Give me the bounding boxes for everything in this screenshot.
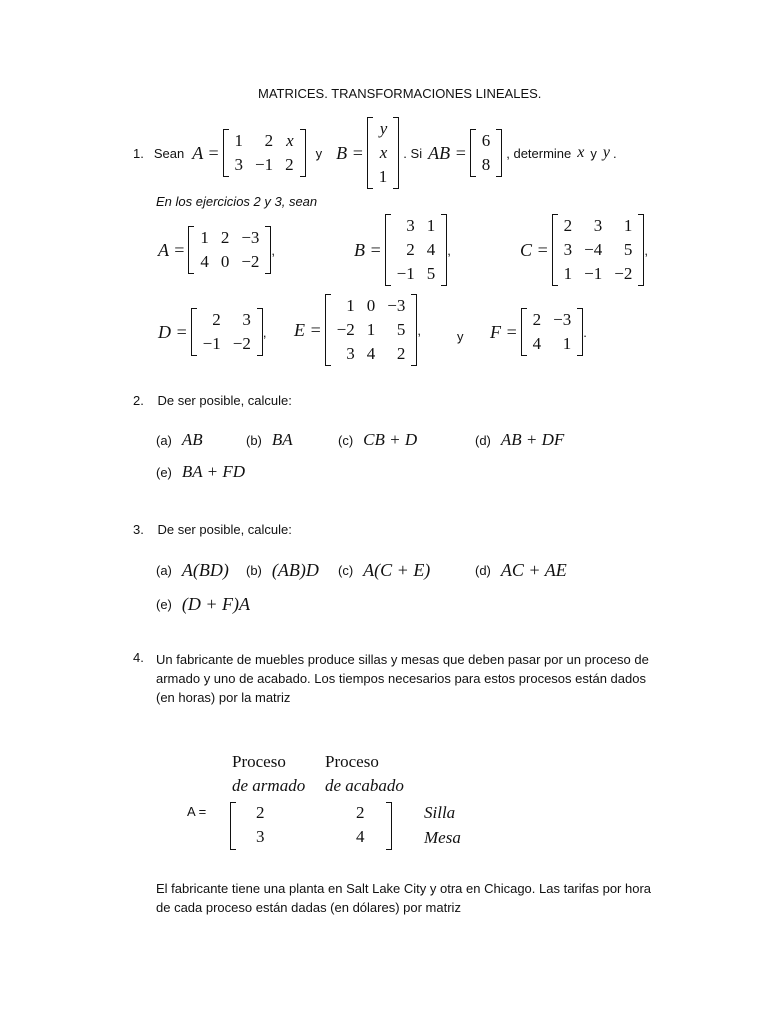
matrix-cell: 2 <box>396 344 406 363</box>
matrix-row <box>476 129 497 153</box>
item-label: (a) <box>156 432 172 448</box>
matrix-cell: −2 <box>241 252 260 271</box>
intro-text: En los ejercicios 2 y 3, sean <box>156 194 318 209</box>
column-header-line: de armado <box>232 776 306 795</box>
bracket-right <box>496 129 502 177</box>
matrix-row <box>197 308 257 332</box>
matrix-cell: 4 <box>426 240 436 259</box>
matrix-row <box>194 250 265 274</box>
matrix-row <box>229 129 300 153</box>
matrix-cell: −2 <box>614 264 633 283</box>
var-x: x <box>577 144 585 161</box>
column-header-line: Proceso <box>325 752 379 771</box>
label-y-conj: y <box>457 329 464 344</box>
matrix-b <box>385 214 448 286</box>
label-y: y <box>590 145 597 161</box>
matrix-name: B = <box>354 239 382 260</box>
matrix-group-a <box>158 226 275 274</box>
label-determine: , determine <box>506 145 572 161</box>
matrix-body <box>476 129 497 177</box>
problem-3-item-e <box>156 594 250 615</box>
matrix-row <box>331 294 412 318</box>
matrix-a-p1 <box>223 129 306 177</box>
matrix-cell: −3 <box>241 228 260 247</box>
matrix-cell: 2 <box>532 310 542 329</box>
matrix-row <box>194 226 265 250</box>
matrix-row <box>197 332 257 356</box>
item-expr: (AB)D <box>271 560 319 580</box>
problem-2-item-c <box>338 430 417 450</box>
matrix-cell: 1 <box>200 228 209 247</box>
bracket-right <box>386 802 392 850</box>
item-label: (b) <box>246 563 262 578</box>
label-sean: Sean <box>153 145 185 161</box>
item-label: (d) <box>475 563 491 578</box>
matrix-body <box>331 294 412 366</box>
matrix-cell: 1 <box>366 320 376 339</box>
matrix-d <box>191 308 263 356</box>
matrix-cell: −1 <box>584 264 603 283</box>
item-label: (d) <box>475 432 491 448</box>
matrix-b-p1 <box>367 117 400 189</box>
problem-2-item-d <box>475 430 564 450</box>
item-expr: BA + FD <box>181 462 245 481</box>
matrix-cell: 2 <box>563 216 573 235</box>
matrix-group-e <box>294 294 421 366</box>
matrix-cell: 3 <box>256 827 265 846</box>
problem-3-item-a <box>156 560 229 581</box>
item-expr: A(BD) <box>181 560 229 580</box>
matrix-body <box>558 214 639 286</box>
matrix-group-f <box>490 308 587 356</box>
bracket-right <box>300 129 306 177</box>
production-matrix <box>230 802 392 848</box>
problem-3-item-c <box>338 560 430 581</box>
matrix-cell: 1 <box>426 216 436 235</box>
matrix-name: A = <box>158 239 186 260</box>
matrix-cell: 4 <box>200 252 209 271</box>
matrix-row <box>527 332 578 356</box>
matrix-cell: 5 <box>426 264 436 283</box>
matrix-c <box>552 214 645 286</box>
matrix-label: A = <box>187 804 207 819</box>
matrix-cell: −3 <box>553 310 572 329</box>
matrix-row <box>331 318 412 342</box>
matrix-cell: 3 <box>234 155 244 174</box>
matrix-cell: 1 <box>563 264 573 283</box>
matrix-body <box>527 308 578 356</box>
matrix-a <box>188 226 271 274</box>
column-header-line: de acabado <box>325 776 404 795</box>
matrix-cell: 6 <box>481 131 491 150</box>
matrix-name: F = <box>490 321 518 342</box>
problem-number: 4. <box>133 650 144 665</box>
matrix-cell: 0 <box>220 252 230 271</box>
matrix-cell: 5 <box>623 240 633 259</box>
matrix-row <box>391 238 442 262</box>
item-expr: AB + DF <box>500 430 565 449</box>
matrix-row <box>391 214 442 238</box>
matrix-cell: x <box>286 131 294 150</box>
matrix-ab-p1 <box>470 129 503 177</box>
matrix-row <box>527 308 578 332</box>
matrix-cell: 1 <box>623 216 633 235</box>
bracket-right <box>393 117 399 189</box>
matrix-group-c <box>520 214 648 286</box>
matrix-name: AB = <box>428 142 467 163</box>
matrix-group-b <box>354 214 451 286</box>
matrix-cell: 2 <box>406 240 415 259</box>
problem-1 <box>133 118 617 188</box>
matrix-name: B = <box>336 142 364 163</box>
matrix-row <box>373 165 394 189</box>
matrix-separator: . <box>583 324 587 340</box>
matrix-body <box>229 129 300 177</box>
matrix-cell: −1 <box>396 264 415 283</box>
column-header-2 <box>325 752 404 796</box>
problem-3-heading <box>133 522 292 537</box>
matrix-row <box>373 141 394 165</box>
page-title: MATRICES. TRANSFORMACIONES LINEALES. <box>258 86 542 101</box>
item-label: (e) <box>156 464 172 480</box>
matrix-cell: 3 <box>242 310 251 329</box>
matrix-cell: 2 <box>220 228 230 247</box>
problem-2-item-e <box>156 462 245 482</box>
matrix-cell: −1 <box>255 155 274 174</box>
matrix-name: D = <box>158 321 188 342</box>
item-expr: BA <box>271 430 293 449</box>
item-expr: AC + AE <box>500 560 567 580</box>
problem-4-text: Un fabricante de muebles produce sillas y mesas que deben pasar por un proceso de armado y uno de acabado. Los tiempos necesarios para estos procesos están dados (en horas) por la matriz <box>156 652 649 705</box>
matrix-cell: 3 <box>563 240 573 259</box>
matrix-row <box>558 238 639 262</box>
matrix-cell: −2 <box>336 320 355 339</box>
bracket-left <box>230 802 236 850</box>
matrix-row <box>331 342 412 366</box>
problem-2-heading <box>133 393 292 408</box>
matrix-cell: −1 <box>202 334 221 353</box>
matrix-cell: 3 <box>593 216 603 235</box>
matrix-cell: 2 <box>256 803 265 822</box>
item-label: (c) <box>338 563 354 578</box>
matrix-cell: 4 <box>356 827 365 846</box>
matrix-cell: −2 <box>232 334 251 353</box>
matrix-name: C = <box>520 239 549 260</box>
matrix-cell: 4 <box>366 344 376 363</box>
matrix-body <box>197 308 257 356</box>
item-expr: AB <box>181 430 203 449</box>
item-expr: CB + D <box>363 430 418 449</box>
matrix-cell: 2 <box>212 310 221 329</box>
problem-4-text-2: El fabricante tiene una planta en Salt Lake City y otra en Chicago. Las tarifas por hora de cada proceso están dadas (en dólares) por matriz <box>156 881 652 915</box>
matrix-row <box>476 153 497 177</box>
matrix-row <box>373 117 394 141</box>
problem-text: De ser posible, calcule: <box>157 522 292 537</box>
matrix-cell: 3 <box>346 344 355 363</box>
item-label: (a) <box>156 563 172 578</box>
matrix-row <box>558 262 639 286</box>
matrix-cell: 0 <box>366 296 376 315</box>
matrix-cell: 2 <box>264 131 274 150</box>
matrix-cell: 1 <box>562 334 572 353</box>
problem-text: De ser posible, calcule: <box>157 393 292 408</box>
matrix-separator: , <box>644 242 648 258</box>
matrix-separator: , <box>271 242 276 258</box>
item-label: (e) <box>156 597 172 612</box>
var-y: y <box>602 144 610 161</box>
problem-number: 3. <box>133 522 144 537</box>
problem-number: 1. <box>133 145 144 161</box>
item-expr: (D + F)A <box>181 594 251 614</box>
matrix-cell: 8 <box>481 155 491 174</box>
matrix-separator: , <box>262 324 267 340</box>
matrix-cell: x <box>379 143 388 162</box>
column-header-1 <box>232 752 305 796</box>
row-label: Mesa <box>424 828 461 847</box>
problem-3-item-b <box>246 560 319 581</box>
label-period: . <box>613 145 617 161</box>
matrix-cell: y <box>379 119 388 138</box>
matrix-cell: 1 <box>234 131 244 150</box>
matrix-separator: , <box>417 322 421 338</box>
matrix-body <box>194 226 265 274</box>
matrix-body <box>391 214 442 286</box>
column-header-line: Proceso <box>232 752 286 771</box>
row-label: Silla <box>424 803 456 822</box>
matrix-group-d <box>158 308 266 356</box>
matrix-cell: 2 <box>285 155 294 174</box>
matrix-f <box>521 308 584 356</box>
matrix-cell: 5 <box>396 320 406 339</box>
matrix-separator: , <box>447 242 451 258</box>
problem-number: 2. <box>133 393 144 408</box>
matrix-name: A = <box>192 142 220 163</box>
problem-2-item-a <box>156 430 203 450</box>
label-si: . Si <box>403 145 423 161</box>
matrix-cell: −4 <box>584 240 603 259</box>
matrix-row <box>391 262 442 286</box>
matrix-cell: 2 <box>356 803 365 822</box>
problem-2-item-b <box>246 430 293 450</box>
problem-3-item-d <box>475 560 567 581</box>
matrix-cell: 3 <box>406 216 415 235</box>
matrix-name: E = <box>294 319 322 340</box>
item-label: (b) <box>246 432 262 448</box>
matrix-cell: −3 <box>387 296 406 315</box>
matrix-row <box>558 214 639 238</box>
matrix-cell: 1 <box>346 296 355 315</box>
matrix-row <box>229 153 300 177</box>
item-label: (c) <box>338 432 354 448</box>
matrix-cell: 4 <box>532 334 542 353</box>
matrix-cell: 1 <box>378 167 388 186</box>
matrix-body <box>373 117 394 189</box>
item-expr: A(C + E) <box>363 560 431 580</box>
matrix-e <box>325 294 418 366</box>
label-y: y <box>315 145 323 161</box>
